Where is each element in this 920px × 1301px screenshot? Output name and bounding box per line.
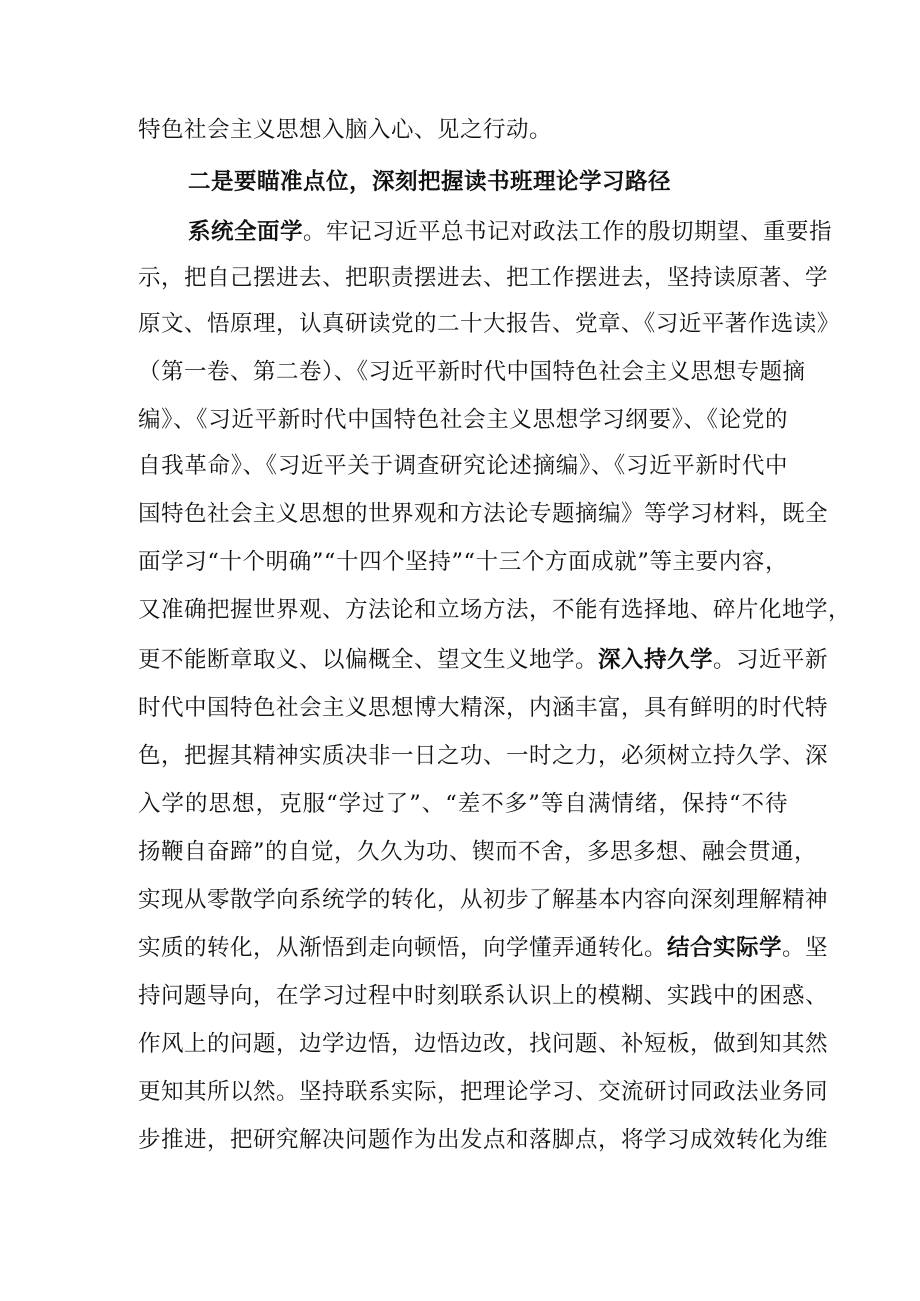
paragraph-line: 色，把握其精神实质决非一日之功、一时之力，必须树立持久学、深 <box>138 743 829 769</box>
bold-term-systematic: 系统全面学 <box>188 219 304 245</box>
paragraph-line: 编》、《习近平新时代中国特色社会主义思想学习纲要》、《论党的 <box>138 407 788 433</box>
paragraph-line: （第一卷、第二卷）、《习近平新时代中国特色社会主义思想专题摘 <box>138 359 806 385</box>
paragraph-line: 时代中国特色社会主义思想博大精深，内涵丰富，具有鲜明的时代特 <box>138 695 829 721</box>
bold-term-practical: 结合实际学 <box>667 935 783 961</box>
paragraph-line: 又准确把握世界观、方法论和立场方法，不能有选择地、碎片化地学， <box>138 597 852 623</box>
paragraph-line: 系统全面学。牢记习近平总书记对政法工作的殷切期望、重要指 <box>188 219 833 245</box>
paragraph-line: 入学的思想，克服“学过了”、“差不多”等自满情绪，保持“不待 <box>138 791 788 817</box>
paragraph-line: 示，把自己摆进去、把职责摆进去、把工作摆进去，坚持读原著、学 <box>138 265 829 291</box>
paragraph-line: 扬鞭自奋蹄”的自觉，久久为功、锲而不舍，多思多想、融会贯通， <box>138 839 818 865</box>
paragraph-line: 自我革命》、《习近平关于调查研究论述摘编》、《习近平新时代中 <box>138 453 788 479</box>
paragraph-line: 特色社会主义思想入脑入心、见之行动。 <box>138 117 553 143</box>
paragraph-line: 步推进，把研究解决问题作为出发点和落脚点，将学习成效转化为维 <box>138 1127 829 1153</box>
paragraph-line: 持问题导向，在学习过程中时刻联系认识上的模糊、实践中的困惑、 <box>138 983 829 1009</box>
paragraph-line: 实现从零散学向系统学的转化，从初步了解基本内容向深刻理解精神 <box>138 887 829 913</box>
section-heading: 二是要瞄准点位，深刻把握读书班理论学习路径 <box>188 169 672 195</box>
paragraph-line: 面学习“十个明确”“十四个坚持”“十三个方面成就”等主要内容， <box>138 549 788 575</box>
paragraph-line: 作风上的问题，边学边悟，边悟边改，找问题、补短板，做到知其然 <box>138 1031 829 1057</box>
paragraph-line: 国特色社会主义思想的世界观和方法论专题摘编》等学习材料，既全 <box>138 501 829 527</box>
paragraph-line: 原文、悟原理，认真研读党的二十大报告、党章、《习近平著作选读》 <box>138 311 840 337</box>
paragraph-line: 更知其所以然。坚持联系实际，把理论学习、交流研讨同政法业务同 <box>138 1079 829 1105</box>
paragraph-line: 实质的转化，从渐悟到走向顿悟，向学懂弄通转化。结合实际学。坚 <box>138 935 829 961</box>
paragraph-line: 更不能断章取义、以偏概全、望文生义地学。深入持久学。习近平新 <box>138 647 829 673</box>
bold-term-persistent: 深入持久学 <box>598 647 714 673</box>
